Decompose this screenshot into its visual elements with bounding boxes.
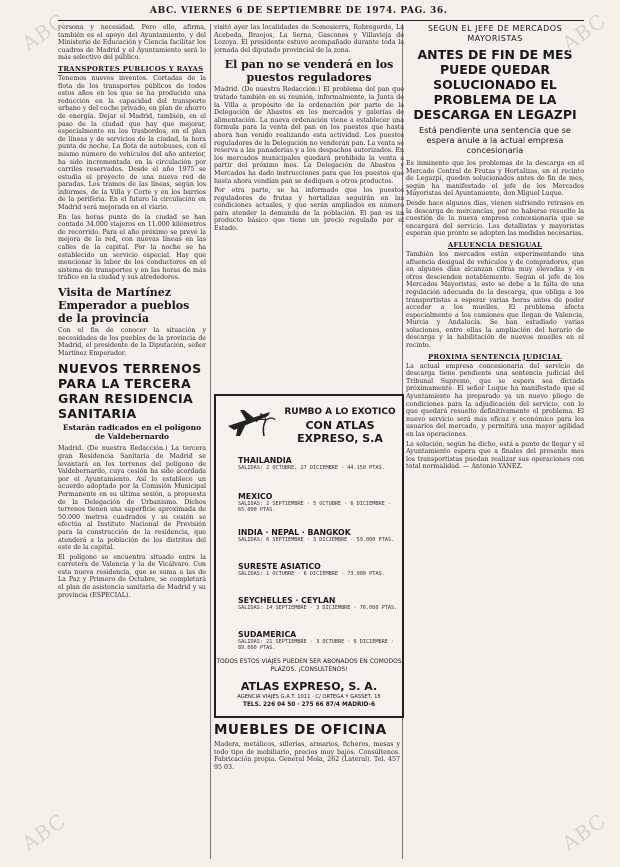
ad-title: RUMBO A LO EXOTICO CON ATLAS EXPRESO, S.A [284,407,396,445]
article-text: También los mercados están experimentando una afluencia desigual de vehículos y de compradores, que en algunos días alcanzan cifras muy elevadas y en otros descienden notablemente. Según el jefe de los Mercados Mayoristas, esto se debe a la falta de una regulación adecuada de la descarga, que obliga a los transportistas a esperar varias horas antes de poder acceder a los muelles. El problema afecta especialmente a los camiones que llegan de Valencia, Murcia y Andalucía. Se han estudiado varias soluciones, entre ellas la ampliación del horario de descarga y la habilitación de nuevos muelles en el recinto. [406,250,584,350]
classified-heading: MUEBLES DE OFICINA [214,722,387,738]
article-intro: persona y necesidad. Pero ello, afirma, también es el apoyo del Ayuntamiento, y del Ministerio de Educación y Ciencia facilitar los cuadros de Madrid y el Ayuntamiento será lo más selectivo del público. [58,24,206,62]
watermark: ABC [17,808,71,856]
airplane-palm-icon [224,406,276,440]
watermark: ABC [557,8,611,56]
headline-visita: Visita de Martínez Emperador a pueblos de la provincia [58,286,190,325]
ad-address: AGENCIA VIAJES G.A.T. 1011 · C/ ORTEGA Y GASSET, 15 [237,694,381,700]
section-heading-transportes: TRANSPORTES PUBLICOS Y RAYAS [58,64,204,73]
column-left [58,24,206,859]
article-text: El polígono se encuentra situado entre la carretera de Valencia y la de Vicálvaro. Con esta nueva residencia, que se suma a las de La Paz y Primero de Octubre, se completará el plan de asistencia sanitaria de Madrid y su provincia (ESPECIAL). [58,553,206,599]
article-text: Tenemos nuevos inventos. Cortadas de la flota de los transportes públicos de todos estos años en los que se ha producido una reducción en la capacidad del transporte urbano y del coche privado, en plan de ahorro de energía. Dejar el Madrid, también, en el paso de la ciudad que hay que mejorar, especialmente en los trasbordos, en el plan de líneas y de servicios de la ciudad, la hora punta de noche. La flota de autobuses, con el mismo número de vehículos del año anterior, ha sido incrementada en la circulación por carriles reservados. Desde el año 1975 se estudia el proyecto de una nueva red de paradas. Los tramos de las líneas, según los informes, de la Villa y Corte y en los barrios de la periferia. En el futuro la circulación en Madrid será mejorada en el viario. [58,74,206,212]
column-divider [210,24,211,859]
column-middle [214,24,404,390]
watermark: ABC [557,808,611,856]
watermark: ABC [17,8,71,56]
article-intro: visitó ayer las localidades de Somosierra, Robregordo, La Acebeda, Braojos, La Serna, Gascones y Villavieja de Lozoya. El presidente estuvo acompañado durante toda la jornada del diputado provincial de la zona. [214,24,404,54]
headline-pan: El pan no se venderá en los puestos reguladores [224,58,394,85]
article-text: Es inminente que los problemas de la descarga en el Mercado Central de Frutas y Hortalizas, en el recinto de Legazpi, queden solucionados antes de fin de mes, según ha manifestado el jefe de los Mercados Mayoristas del Ayuntamiento, don Miguel Luque. [406,160,584,198]
headline-nuevos-terrenos: NUEVOS TERRENOS PARA LA TERCERA GRAN RESIDENCIA SANITARIA [58,361,202,422]
section-heading-proxima: PROXIMA SENTENCIA JUDICIAL [428,352,562,361]
headline-kicker: SEGUN EL JEFE DE MERCADOS MAYORISTAS [427,24,563,43]
page-header: ABC. VIERNES 6 DE SEPTIEMBRE DE 1974. PAG. 36. [150,6,448,16]
ad-brand: ATLAS EXPRESO, S. A. [240,680,378,693]
destination-item: SEYCHELLES · CEYLAN SALIDAS: 14 SEPTIEMBRE · 3 DICIEMBRE · 76.000 PTAS. [238,596,398,611]
destination-item: SURESTE ASIATICO SALIDAS: 1 OCTUBRE · 6 DICIEMBRE · 73.000 PTAS. [238,562,385,577]
header-rule [58,20,584,21]
destination-item: MEXICO SALIDAS: 2 SEPTIEMBRE · 5 OCTUBRE · 6 DICIEMBRE · 65.000 PTAS. [238,492,392,514]
column-right [406,24,584,859]
travel-advertisement [214,394,404,718]
classified-ad [214,722,404,773]
ad-phones: TELS. 226 04 50 · 275 66 87/4 MADRID-6 [243,702,375,708]
article-text: La solución, según ha dicho, está a punto de llegar y el Ayuntamiento espera que a finales del presente mes los transportistas puedan realizar sus operaciones con total normalidad. — Antonio YANEZ. [406,440,584,471]
section-heading-afluencia: AFLUENCIA DESIGUAL [447,240,543,249]
article-text: Madrid. (De nuestra Redacción.) El problema del pan que tratado también en su reunión, informalmente, la Junta de la Villa a propósito de la ordenación por parte de la Delegación de Abastos en los mercados y galerías de alimentación. La nueva ordenación viene a establecer una fórmula para la venta del pan en los puestos que hasta ahora han venido realizando esta actividad. Los puestos reguladores de la Delegación no venderán pan. La venta se reserva a las panaderías y a los despachos autorizados. En los mercados municipales quedará prohibida la venta a partir del próximo mes. La Delegación de Abastos y Mercados ha dado instrucciones para que los puestos que hasta ahora vendían pan se dediquen a otros productos. [214,86,404,185]
article-text: Desde hace algunos días, vienen sufriendo retrasos en la descarga de mercancías, por no haberse resuelto la cuestión de la nueva empresa concesionaria que se encargará del servicio. Los detallistas y mayoristas esperan que pronto se adopten las medidas necesarias. [406,199,584,238]
article-text: Madrid. (De nuestra Redacción.) La tercera gran Residencia Sanitaria de Madrid se levantará en los terrenos del polígono de Valdebernardo, cuya cesión ha sido acordada por el Ayuntamiento. Así lo establece un acuerdo adoptado por la Comisión Municipal Permanente en su última sesión, a propuesta de la Delegación de Urbanismo. Dichos terrenos tienen una superficie aproximada de 50.000 metros cuadrados y su cesión se efectúa al Instituto Nacional de Previsión para la construcción de la residencia, que atenderá a la población de los distritos del este de la capital. [58,445,206,552]
subheadline: Está pendiente una sentencia que se espera anule a la actual empresa concesionaria [419,125,571,155]
ad-note: TODOS ESTOS VIAJES PUEDEN SER ABONADOS EN COMODOS PLAZOS. ¡CONSULTENOS! [216,658,402,673]
article-text: En las horas punta de la ciudad se han contado 34.000 viajeros en 11.000 kilómetros de recorrido. Para el año próximo se prevé la mejora de la red, con nuevas líneas en las calles de la capital. Por la noche se ha establecido un servicio especial. Hay que mencionar la labor de los conductores en el sistema de transportes y en las horas de más tráfico en la ciudad y sus alrededores. [58,213,206,282]
destination-item: SUDAMERICA SALIDAS: 21 SEPTIEMBRE · 3 OCTUBRE · 6 DICIEMBRE · 89.000 PTAS. [238,630,395,652]
destination-item: THAILANDIA SALIDAS: 2 OCTUBRE, 27 DICIEMBRE · 44.150 PTAS. [238,456,385,471]
subheadline: Estarán radicados en el polígono de Valdebernardo [62,423,202,442]
article-text: La actual empresa concesionaria del servicio de descarga tiene pendiente una sentencia judicial del Tribunal Supremo, que se espera sea dictada próximamente. El señor Luque ha manifestado que el Ayuntamiento ha preparado ya un nuevo pliego de condiciones para la adjudicación del servicio, con lo que quedará resuelto definitivamente el problema. El nuevo servicio será más eficaz y económico para los usuarios del mercado, y permitirá una mayor agilidad en las operaciones. [406,362,584,438]
article-text: Por otra parte, se ha informado que los puestos reguladores de frutas y hortalizas seguirán en las condiciones actuales, y que serán ampliados en número para atender la demanda de la población. El pan es un producto básico que tiene un precio regulado por el Estado. [214,187,404,233]
destination-item: INDIA · NEPAL · BANGKOK SALIDAS: 6 SEPTIEMBRE · 3 DICIEMBRE · 59.000 PTAS. [238,528,395,543]
classified-text: Madera, metálicos, sillerías, armarios, ficheros, mesas y todo tipo de mobiliario, precios muy bajos. Consúltenos. Fabricación propia. General Mola, 262 (Lateral). Tel. 457 95 03. [214,741,400,771]
headline-legazpi: ANTES DE FIN DE MES PUEDE QUEDAR SOLUCIONADO EL PROBLEMA DE LA DESCARGA EN LEGAZPI [413,47,577,122]
article-text: Con el fin de conocer la situación y necesidades de los pueblos de la provincia de Madrid, el presidente de la Diputación, señor Martínez Emperador. [58,327,206,357]
